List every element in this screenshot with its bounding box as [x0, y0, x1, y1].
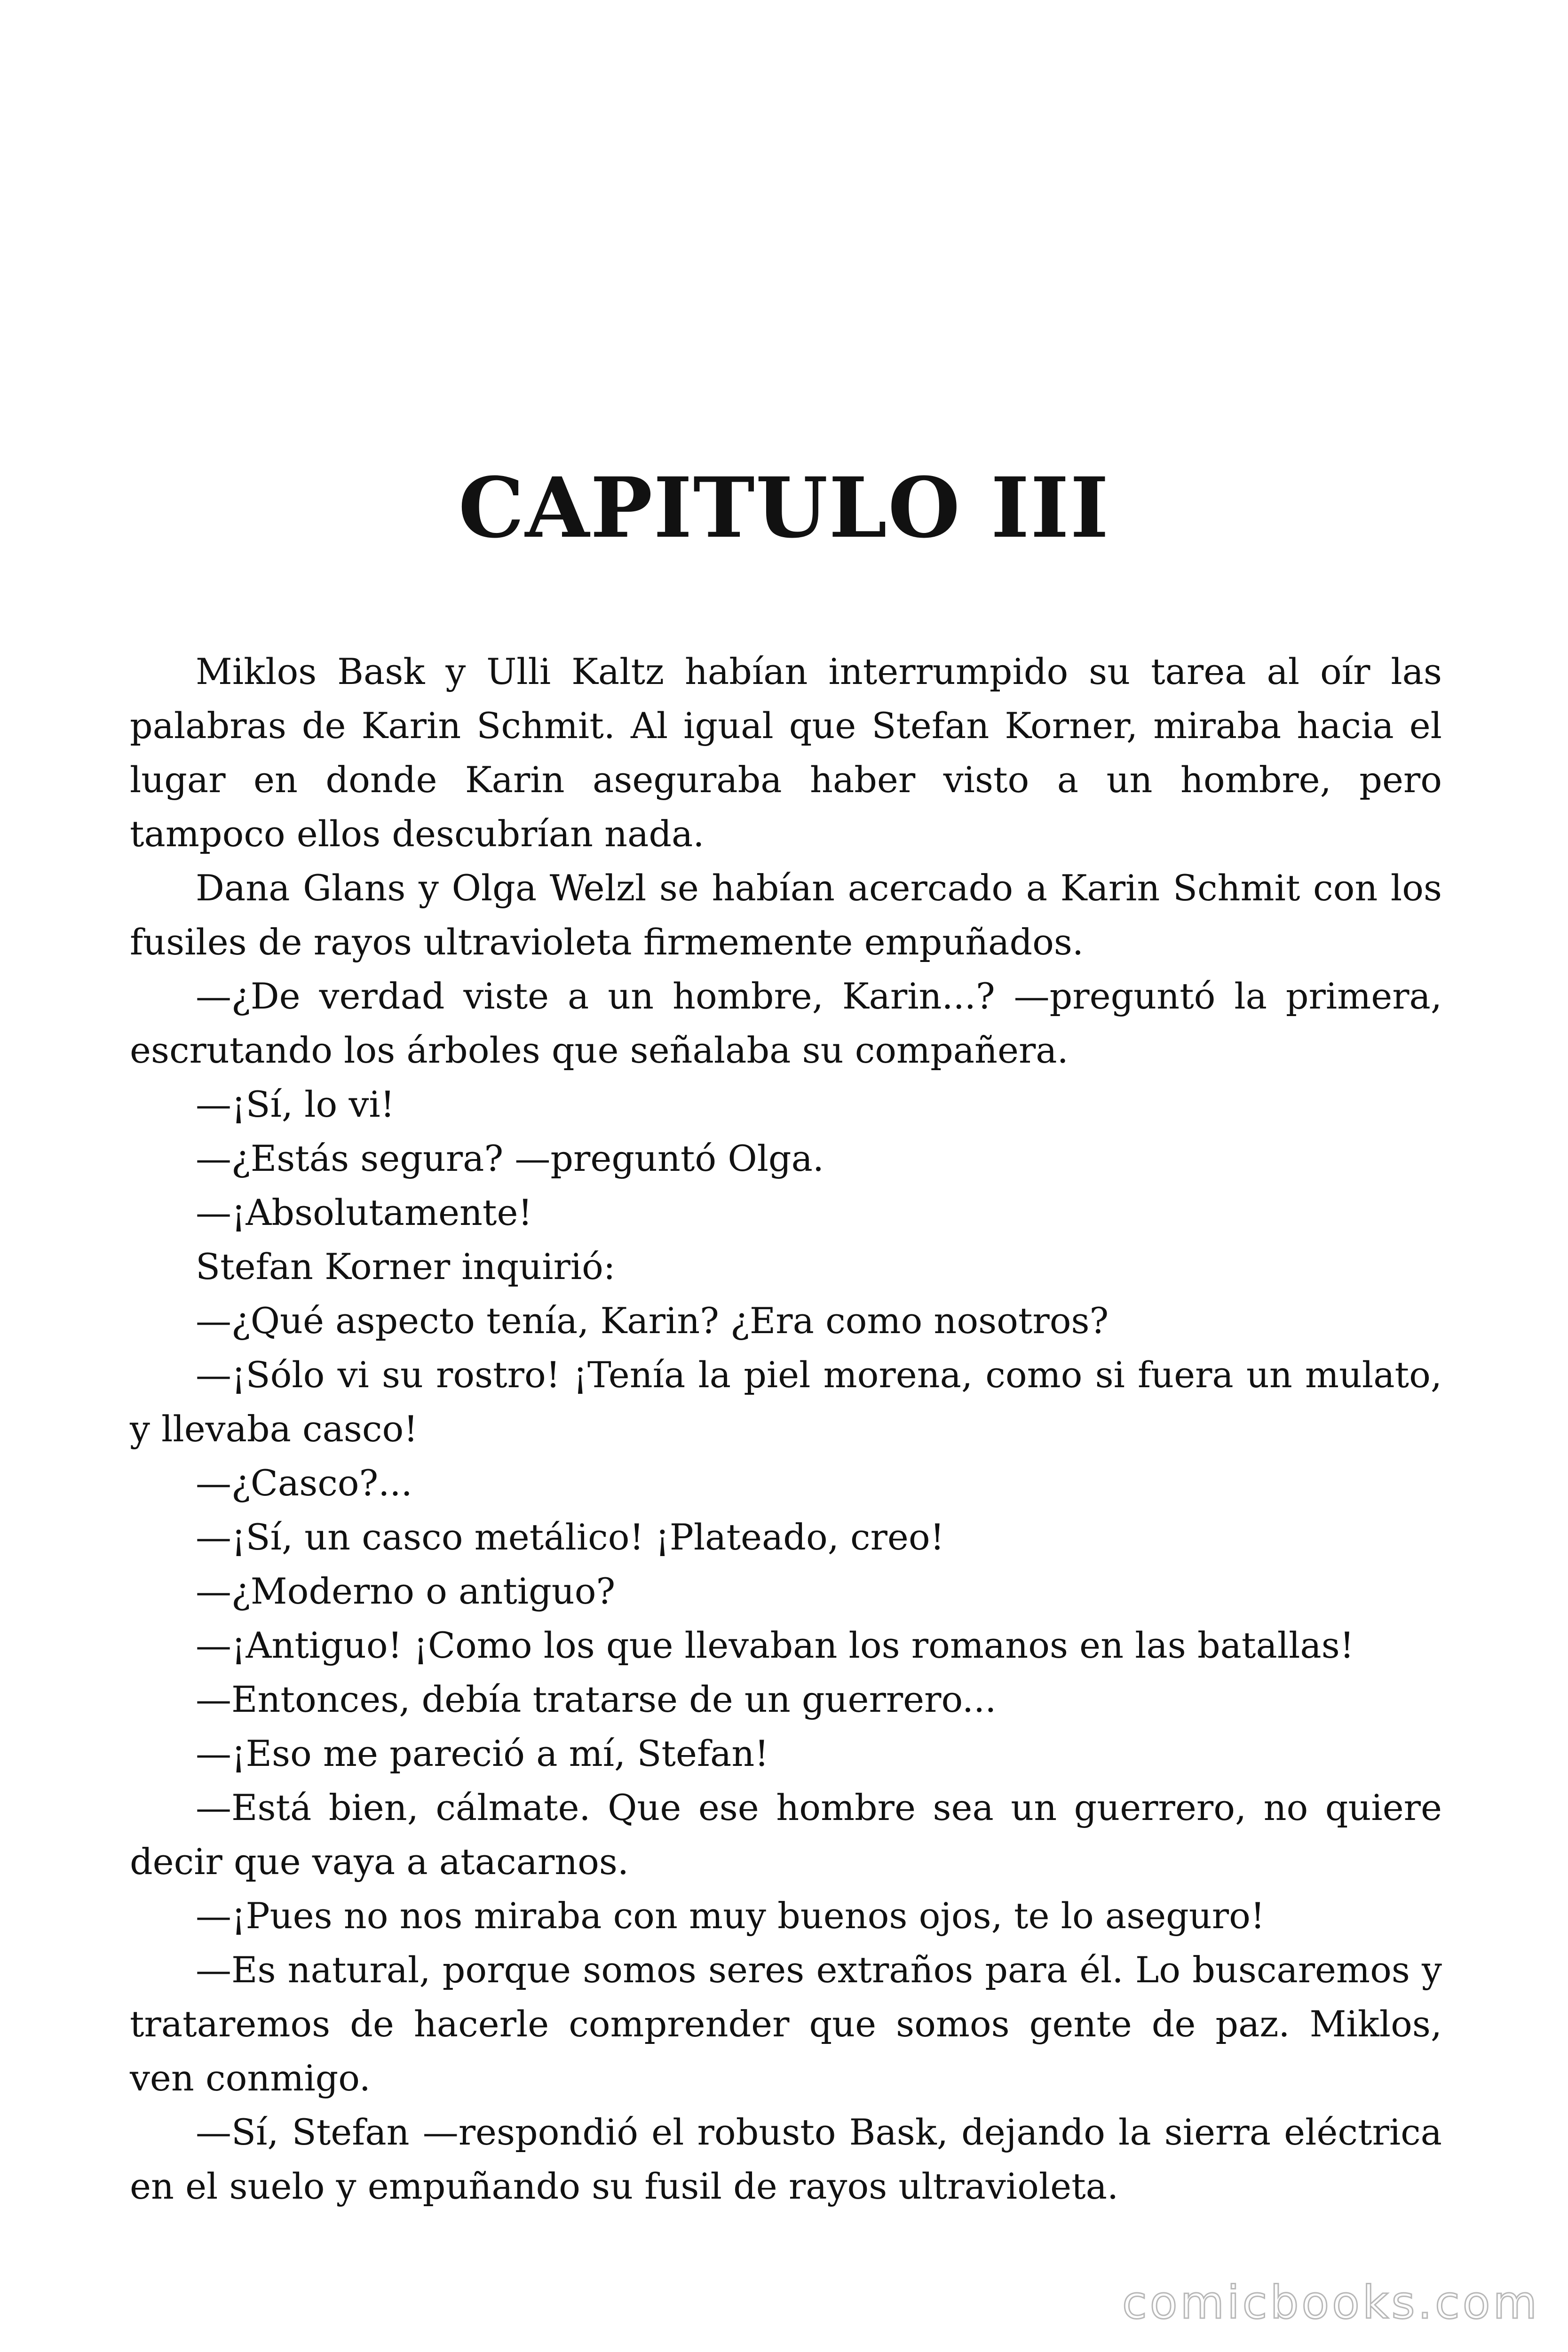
paragraph: —Es natural, porque somos seres extraños para él. Lo buscaremos y trataremos de hacerle comprender que somos gente de paz. Miklos, ven conmigo. [130, 1949, 1442, 2099]
paragraph: —¡Absolutamente! [196, 1192, 532, 1233]
paragraph: Miklos Bask y Ulli Kaltz habían interrumpido su tarea al oír las palabras de Karin Schmit. Al igual que Stefan Korner, miraba hacia el lugar en donde Karin aseguraba haber visto a un hombre, pero tampoco ellos descubrían nada. [130, 651, 1442, 855]
paragraph: —¡Sí, lo vi! [196, 1083, 395, 1125]
paragraph: —¿Estás segura? —preguntó Olga. [196, 1137, 824, 1179]
watermark: comicbooks.com [1122, 2276, 1540, 2329]
paragraph: —¿Moderno o antiguo? [196, 1570, 616, 1612]
paragraph: —¡Pues no nos miraba con muy buenos ojos, te lo aseguro! [196, 1895, 1265, 1937]
paragraph: —Sí, Stefan —respondió el robusto Bask, dejando la sierra eléctrica en el suelo y empuñando su fusil de rayos ultravioleta. [130, 2111, 1442, 2207]
paragraph: —¿De verdad viste a un hombre, Karin...? —preguntó la primera, escrutando los árboles que señalaba su compañera. [130, 975, 1442, 1071]
paragraph: —Está bien, cálmate. Que ese hombre sea un guerrero, no quiere decir que vaya a atacarnos. [130, 1787, 1442, 1883]
paragraph: Stefan Korner inquirió: [196, 1246, 616, 1287]
paragraph: Dana Glans y Olga Welzl se habían acercado a Karin Schmit con los fusiles de rayos ultravioleta firmemente empuñados. [130, 867, 1442, 963]
chapter-title: CAPITULO III [458, 459, 1110, 556]
paragraph: —Entonces, debía tratarse de un guerrero... [196, 1678, 997, 1720]
paragraph: —¡Antiguo! ¡Como los que llevaban los romanos en las batallas! [196, 1624, 1354, 1666]
paragraph: —¡Eso me pareció a mí, Stefan! [196, 1732, 769, 1774]
paragraph: —¡Sólo vi su rostro! ¡Tenía la piel morena, como si fuera un mulato, y llevaba casco! [130, 1354, 1442, 1450]
paragraph: —¿Casco?... [196, 1462, 412, 1504]
paragraph: —¡Sí, un casco metálico! ¡Plateado, creo! [196, 1516, 945, 1558]
paragraph: —¿Qué aspecto tenía, Karin? ¿Era como nosotros? [196, 1300, 1109, 1342]
chapter-body [130, 644, 1442, 2213]
